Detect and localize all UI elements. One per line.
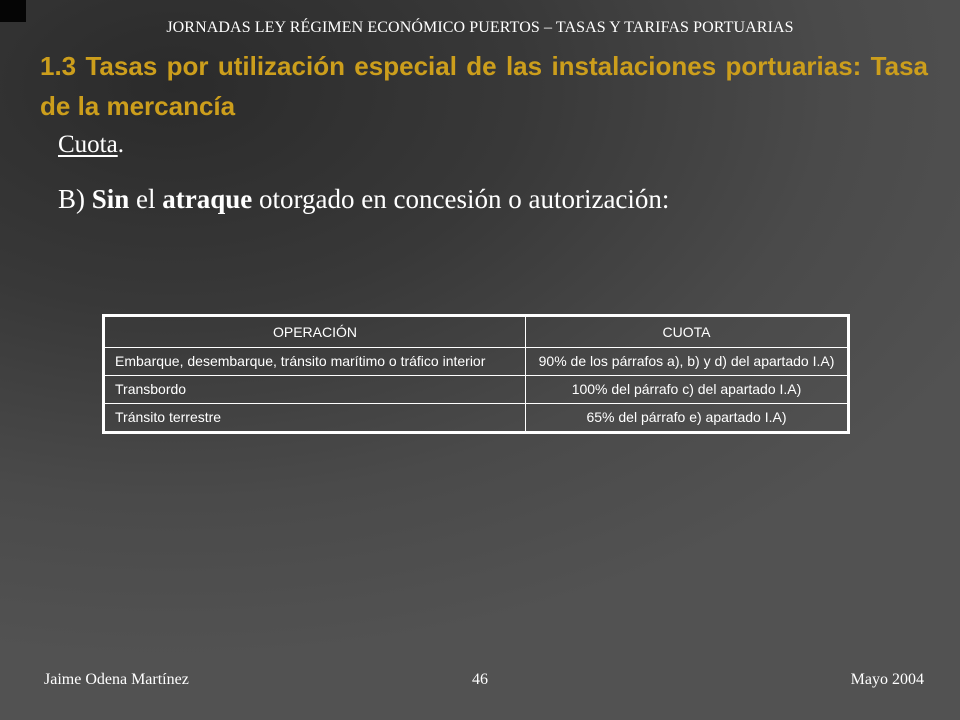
- slide-header: JORNADAS LEY RÉGIMEN ECONÓMICO PUERTOS – TASAS Y TARIFAS PORTUARIAS: [166, 19, 794, 36]
- table-cell-cuota: 100% del párrafo c) del apartado I.A): [526, 376, 849, 404]
- table-cell-operacion: Tránsito terrestre: [104, 404, 526, 433]
- section-label-suffix: .: [117, 131, 124, 158]
- fee-table: [102, 314, 850, 434]
- table-cell-cuota: 90% de los párrafos a), b) y d) del apartado I.A): [526, 348, 849, 376]
- table-cell-cuota: 65% del párrafo e) apartado I.A): [526, 404, 849, 433]
- subheading: [58, 184, 669, 215]
- table-row: [104, 348, 849, 376]
- table-header-operacion: OPERACIÓN: [104, 316, 526, 348]
- footer-page-number: 46: [472, 671, 488, 688]
- section-label: [58, 131, 124, 159]
- table-cell-operacion: Transbordo: [104, 376, 526, 404]
- section-label-text: Cuota: [58, 131, 118, 158]
- table-row: [104, 404, 849, 433]
- subheading-bold-atraque: atraque: [162, 184, 253, 214]
- table-header-row: [104, 316, 849, 348]
- table-row: [104, 376, 849, 404]
- subheading-bold-sin: Sin: [91, 184, 130, 214]
- footer-date: Mayo 2004: [850, 671, 924, 688]
- slide-title: 1.3 Tasas por utilización especial de las instalaciones portuarias: Tasa de la mercancía: [40, 51, 928, 121]
- table-cell-operacion: Embarque, desembarque, tránsito marítimo o tráfico interior: [104, 348, 526, 376]
- subheading-rest: otorgado en concesión o autorización:: [252, 184, 670, 214]
- subheading-mid: el: [129, 184, 163, 214]
- subheading-prefix: B): [58, 184, 92, 214]
- footer-author: Jaime Odena Martínez: [44, 671, 189, 688]
- table-header-cuota: CUOTA: [526, 316, 849, 348]
